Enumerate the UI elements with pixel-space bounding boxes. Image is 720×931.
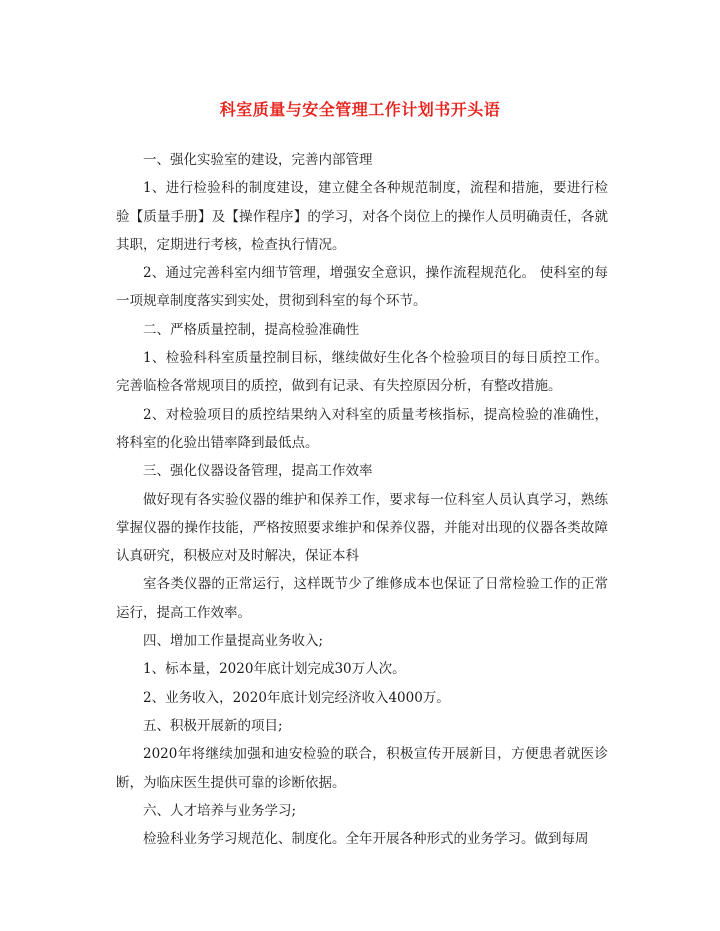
- document-title: 科室质量与安全管理工作计划书开头语: [219, 100, 501, 119]
- paragraph: 做好现有各实验仪器的维护和保养工作，要求每一位科室人员认真学习，熟练掌握仪器的操作技能，严格按照要求维护和保养仪器，并能对出现的仪器各类故障认真研究，积极应对及时解决，保证本科: [116, 491, 608, 565]
- section-heading-3: 三、强化仪器设备管理，提高工作效率: [143, 463, 373, 480]
- section-heading-2: 二、严格质量控制，提高检验准确性: [143, 321, 359, 338]
- paragraph: 2、业务收入，2020年底计划完经济收入4000万。: [143, 689, 450, 706]
- paragraph: 2、对检验项目的质控结果纳入对科室的质量考核指标，提高检验的准确性，将科室的化验出错率降到最低点。: [116, 406, 608, 451]
- paragraph: 1、检验科科室质量控制目标，继续做好生化各个检验项目的每日质控工作。完善临检各常规项目的质控，做到有记录、有失控原因分析，有整改措施。: [116, 350, 608, 395]
- paragraph: 检验科业务学习规范化、制度化。全年开展各种形式的业务学习。做到每周: [143, 831, 589, 848]
- paragraph: 室各类仪器的正常运行，这样既节少了维修成本也保证了日常检验工作的正常运行，提高工作效率。: [116, 576, 608, 621]
- paragraph: 1、进行检验科的制度建设，建立健全各种规范制度，流程和措施，要进行检验【质量手册】及【操作程序】的学习，对各个岗位上的操作人员明确责任，各就其职，定期进行考核，检查执行情况。: [116, 180, 608, 253]
- document-body: [116, 146, 608, 853]
- paragraph: 2、通过完善科室内细节管理，增强安全意识，操作流程规范化。 使科室的每一项规章制度落实到实处，贯彻到科室的每个环节。: [116, 265, 608, 310]
- section-heading-5: 五、积极开展新的项目;: [143, 717, 283, 734]
- paragraph: 2020年将继续加强和迪安检验的联合，积极宣传开展新目，方便患者就医诊断，为临床医生提供可靠的诊断依据。: [116, 746, 608, 791]
- paragraph: 1、标本量，2020年底计划完成30万人次。: [143, 661, 406, 678]
- section-heading-1: 一、强化实验室的建设，完善内部管理: [143, 152, 373, 168]
- section-heading-6: 六、人才培养与业务学习;: [143, 802, 297, 819]
- section-heading-4: 四、增加工作量提高业务收入;: [143, 633, 324, 650]
